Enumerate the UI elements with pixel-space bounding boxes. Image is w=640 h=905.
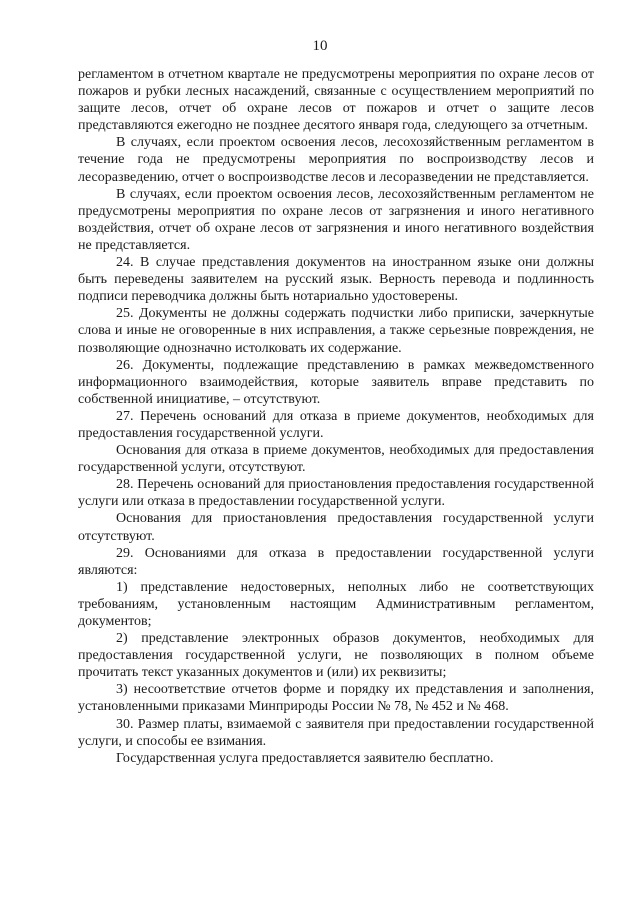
paragraph: 28. Перечень оснований для приостановления предоставления государственной услуги или отказа в предоставлении государственной услуги. bbox=[78, 477, 594, 510]
paragraph: 30. Размер платы, взимаемой с заявителя при предоставлении государственной услуги, и способы ее взимания. bbox=[78, 716, 594, 749]
paragraph: 24. В случае представления документов на иностранном языке они должны быть переведены заявителем на русский язык. Верность перевода и подлинность подписи переводчика должны быть нотариально удостоверены. bbox=[78, 255, 594, 305]
list-item: 3) несоответствие отчетов форме и порядку их представления и заполнения, установленными приказами Минприроды России № 78, № 452 и № 468. bbox=[78, 682, 594, 715]
page-number: 10 bbox=[312, 38, 328, 54]
paragraph: 29. Основаниями для отказа в предоставлении государственной услуги являются: bbox=[78, 545, 594, 578]
document-body bbox=[78, 66, 594, 767]
paragraph: 27. Перечень оснований для отказа в приеме документов, необходимых для предоставления государственной услуги. bbox=[78, 408, 594, 441]
paragraph: В случаях, если проектом освоения лесов, лесохозяйственным регламентом не предусмотрены мероприятия по охране лесов от загрязнения и иного негативного воздействия, отчет об охране лесов от загрязнения и иного негативного воздействия не представляется. bbox=[78, 186, 594, 253]
paragraph: В случаях, если проектом освоения лесов, лесохозяйственным регламентом в течение года не предусмотрены мероприятия по воспроизводству лесов и лесоразведению, отчет о воспроизводстве лесов и лесоразведении не представляется. bbox=[78, 135, 594, 185]
paragraph: 26. Документы, подлежащие представлению в рамках межведомственного информационного взаимодействия, которые заявитель вправе представить по собственной инициативе, – отсутствуют. bbox=[78, 357, 594, 407]
paragraph: Основания для приостановления предоставления государственной услуги отсутствуют. bbox=[78, 511, 594, 544]
paragraph: регламентом в отчетном квартале не предусмотрены мероприятия по охране лесов от пожаров и рубки лесных насаждений, связанные с осуществлением мероприятий по защите лесов, отчет об охране лесов от пожаров и отчет о защите лесов представляются ежегодно не позднее десятого января года, следующего за отчетным. bbox=[78, 67, 594, 134]
paragraph: 25. Документы не должны содержать подчистки либо приписки, зачеркнутые слова и иные не оговоренные в них исправления, а также серьезные повреждения, не позволяющие однозначно истолковать их содержание. bbox=[78, 306, 594, 356]
list-item: 1) представление недостоверных, неполных либо не соответствующих требованиям, установленным настоящим Административным регламентом, документов; bbox=[78, 579, 594, 629]
paragraph: Основания для отказа в приеме документов, необходимых для предоставления государственной услуги, отсутствуют. bbox=[78, 443, 594, 476]
list-item: 2) представление электронных образов документов, необходимых для предоставления государственной услуги, не позволяющих в полном объеме прочитать текст указанных документов и (или) их реквизиты; bbox=[78, 631, 594, 681]
paragraph: Государственная услуга предоставляется заявителю бесплатно. bbox=[116, 750, 494, 766]
